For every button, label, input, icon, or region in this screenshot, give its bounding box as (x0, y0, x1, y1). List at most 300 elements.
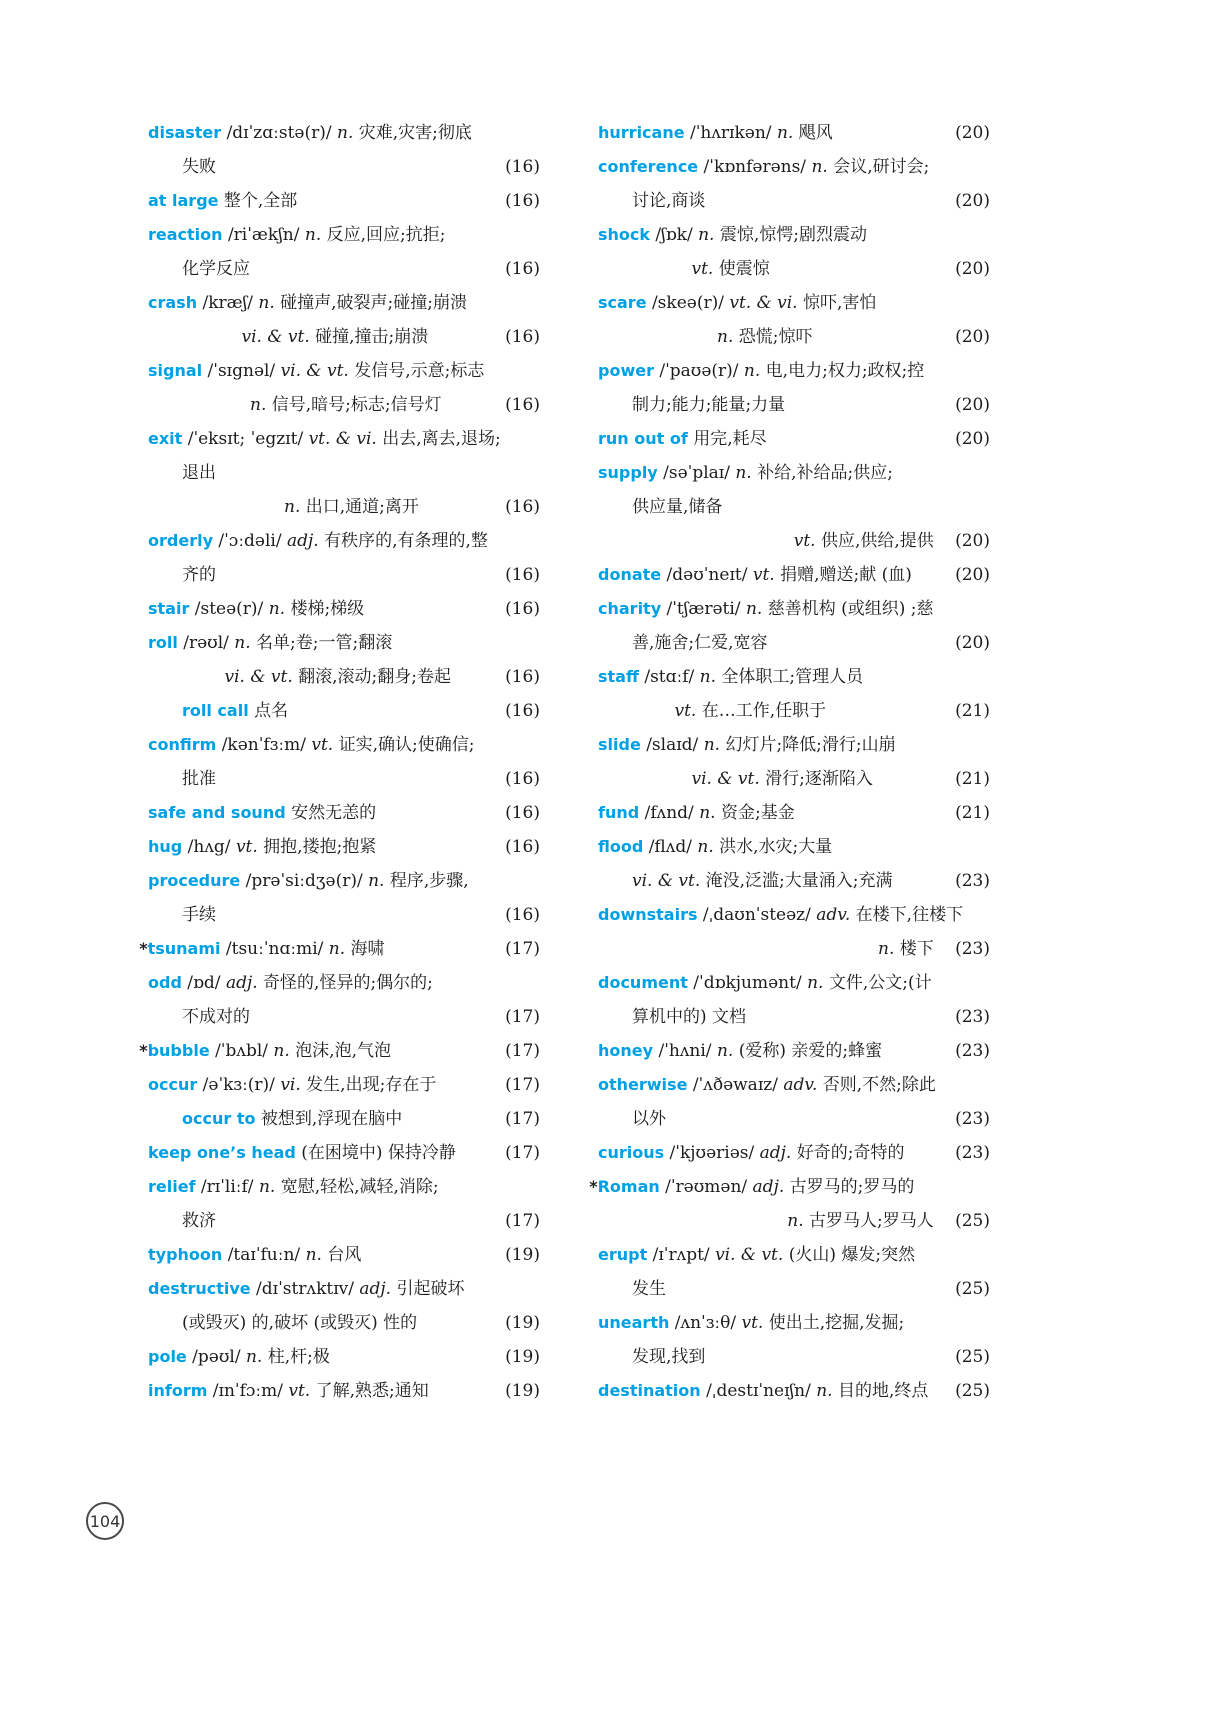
unit-page-ref: (17) (505, 1143, 540, 1163)
entry-line (148, 456, 540, 490)
entry-line-text (148, 830, 376, 864)
entry-line-text (139, 1034, 391, 1068)
entry-word: staff (598, 667, 639, 686)
part-of-speech: n. (716, 1041, 734, 1061)
glossary-entry (148, 286, 540, 354)
entry-text: 退出 (182, 463, 216, 483)
entry-word: destination (598, 1381, 701, 1400)
entry-line-text (182, 558, 216, 592)
entry-line (598, 966, 990, 1000)
entry-line-text (632, 184, 705, 218)
unit-page-ref: (16) (505, 837, 540, 857)
entry-line-text (182, 898, 216, 932)
entry-text: /ˈpaʊə(r)/ (653, 361, 744, 381)
glossary-entry (598, 456, 990, 558)
unit-page-ref: (20) (955, 565, 990, 585)
glossary-column-left (139, 116, 540, 1408)
entry-line (598, 354, 990, 388)
entry-text: 发信号,示意;标志 (348, 361, 485, 381)
unit-page-ref: (25) (955, 1211, 990, 1231)
unit-page-ref: (16) (505, 667, 540, 687)
glossary-entry (598, 660, 990, 728)
entry-text: /ˈʌðəwaɪz/ (687, 1075, 784, 1095)
entry-line-text (182, 762, 216, 796)
glossary-entry (598, 1374, 990, 1408)
part-of-speech: vt. & vi. (308, 429, 377, 449)
entry-text: 资金;基金 (715, 803, 795, 823)
entry-line (598, 456, 990, 490)
part-of-speech: adj. (752, 1177, 785, 1197)
entry-text: /kræʃ/ (197, 293, 259, 313)
entry-word: destructive (148, 1279, 251, 1298)
part-of-speech: vt. (235, 837, 258, 857)
part-of-speech: n. (743, 361, 761, 381)
entry-line (589, 1170, 990, 1204)
part-of-speech: n. (699, 803, 716, 823)
unit-page-ref: (21) (955, 803, 990, 823)
entry-line (598, 1000, 990, 1034)
glossary-entry (598, 218, 990, 286)
part-of-speech: vt. (741, 1313, 764, 1333)
part-of-speech: n. (717, 327, 734, 347)
entry-line-text (598, 966, 932, 1000)
glossary-entry (148, 1136, 540, 1170)
part-of-speech: vi. & vt. (280, 361, 349, 381)
entry-line (598, 1272, 990, 1306)
unit-page-ref: (20) (955, 191, 990, 211)
part-of-speech: n. (304, 225, 322, 245)
entry-text: 惊吓,害怕 (797, 293, 877, 313)
entry-line (148, 490, 540, 524)
entry-text: 出去,离去,退场; (376, 429, 501, 449)
entry-line-text (598, 1034, 882, 1068)
part-of-speech: adv. (783, 1075, 818, 1095)
entry-text: 碰撞,撞击;崩溃 (309, 327, 429, 347)
entry-text: 楼下 (894, 939, 934, 959)
entry-line (148, 388, 540, 422)
part-of-speech: n. (273, 1041, 290, 1061)
entry-word: bubble (147, 1041, 210, 1060)
entry-text: /prəˈsiːdʒə(r)/ (240, 871, 369, 891)
entry-text: /ˈrəʊmən/ (659, 1177, 753, 1197)
entry-text: 证实,确认;使确信; (333, 735, 475, 755)
unit-page-ref: (20) (955, 429, 990, 449)
entry-line-text (148, 1238, 361, 1272)
entry-word: roll (148, 633, 178, 652)
part-of-speech: adj. (759, 1143, 792, 1163)
entry-line-text (148, 218, 446, 252)
entry-line-text (632, 388, 785, 422)
entry-text: 淹没,泛滥;大量涌入;充满 (700, 871, 893, 891)
part-of-speech: vi. (280, 1075, 301, 1095)
entry-line (598, 422, 990, 456)
page-number: 104 (89, 1511, 121, 1531)
unit-page-ref: (16) (505, 157, 540, 177)
entry-word: tsunami (147, 939, 221, 958)
star-marker: * (589, 1177, 598, 1196)
entry-text: /dɪˈstrʌktɪv/ (250, 1279, 360, 1299)
entry-line-text (148, 728, 474, 762)
entry-line-text (148, 1272, 464, 1306)
glossary-entry (148, 1170, 540, 1238)
entry-word: donate (598, 565, 662, 584)
entry-line (598, 830, 990, 864)
entry-text: /slaɪd/ (640, 735, 704, 755)
part-of-speech: vi. & vt. (224, 667, 293, 687)
entry-line-text (632, 490, 722, 524)
part-of-speech: vi. & vt. (632, 871, 701, 891)
part-of-speech: n. (878, 939, 895, 959)
unit-page-ref: (17) (505, 939, 540, 959)
entry-word: flood (598, 837, 644, 856)
part-of-speech: vt. & vi. (729, 293, 798, 313)
entry-word: Roman (597, 1177, 660, 1196)
entry-word: typhoon (148, 1245, 223, 1264)
entry-line (598, 1238, 990, 1272)
entry-line-text (182, 1000, 250, 1034)
entry-text: 在楼下,往楼下 (850, 905, 964, 925)
entry-word: stair (148, 599, 190, 618)
unit-page-ref: (17) (505, 1075, 540, 1095)
unit-page-ref: (16) (505, 497, 540, 517)
glossary-entry (598, 830, 990, 898)
entry-text: /rɪˈliːf/ (195, 1177, 259, 1197)
glossary-entry (148, 796, 540, 830)
glossary-entry (148, 116, 540, 184)
entry-text: /ˈhʌni/ (653, 1041, 717, 1061)
entry-text: /ˈdɒkjumənt/ (687, 973, 808, 993)
part-of-speech: n. (703, 735, 721, 755)
entry-text: /steə(r)/ (189, 599, 269, 619)
part-of-speech: n. (776, 123, 794, 143)
entry-text: 使出土,挖掘,发掘; (763, 1313, 905, 1333)
entry-text: 飓风 (793, 123, 833, 143)
entry-line-text (148, 184, 297, 218)
entry-text: /flʌd/ (643, 837, 698, 857)
entry-line (598, 592, 990, 626)
entry-text: /hʌg/ (182, 837, 236, 857)
entry-text: 化学反应 (182, 259, 250, 279)
entry-line (148, 1340, 540, 1374)
entry-line-text (632, 864, 893, 898)
part-of-speech: n. (735, 463, 752, 483)
entry-line-text (632, 1000, 746, 1034)
entry-word: charity (598, 599, 662, 618)
entry-line-text (598, 1238, 915, 1272)
entry-line (598, 150, 990, 184)
entry-text: 奇怪的,怪异的;偶尔的; (257, 973, 433, 993)
entry-line (148, 898, 540, 932)
entry-word: conference (598, 157, 699, 176)
glossary-entry (598, 286, 990, 354)
entry-text: 信号,暗号;标志;信号灯 (266, 395, 442, 415)
entry-word: unearth (598, 1313, 670, 1332)
glossary-entry (598, 898, 990, 966)
entry-line (598, 558, 990, 592)
entry-text: 慈善机构 (或组织) ;慈 (762, 599, 934, 619)
entry-line-text (182, 1102, 402, 1136)
entry-text: 补给,补给品;供应; (751, 463, 893, 483)
entry-line (148, 762, 540, 796)
glossary-entry (148, 626, 540, 694)
entry-word: at large (148, 191, 219, 210)
entry-line (598, 252, 990, 286)
entry-text: /ɒd/ (181, 973, 226, 993)
entry-line (148, 1102, 540, 1136)
entry-text: /stɑːf/ (638, 667, 700, 687)
entry-line-text (598, 558, 912, 592)
entry-text: /ˈɔːdəli/ (213, 531, 288, 551)
part-of-speech: vt. (752, 565, 775, 585)
entry-text: /ʃɒk/ (650, 225, 699, 245)
glossary-entry (139, 1034, 540, 1068)
entry-line (148, 524, 540, 558)
glossary-entry (148, 1374, 540, 1408)
part-of-speech: n. (250, 395, 267, 415)
entry-line-text (692, 762, 873, 796)
part-of-speech: vt. (288, 1381, 311, 1401)
entry-line-text (598, 422, 767, 456)
part-of-speech: n. (328, 939, 346, 959)
entry-word: safe and sound (148, 803, 286, 822)
entry-line-text (598, 660, 863, 694)
glossary-entry (598, 1306, 990, 1374)
entry-line (148, 728, 540, 762)
entry-word: fund (598, 803, 640, 822)
unit-page-ref: (17) (505, 1007, 540, 1027)
star-marker: * (139, 939, 148, 958)
glossary-entry (598, 1068, 990, 1136)
unit-page-ref: (16) (505, 803, 540, 823)
glossary-entry (148, 422, 540, 524)
entry-line (598, 1034, 990, 1068)
entry-text: 了解,熟悉;通知 (310, 1381, 429, 1401)
entry-line (148, 150, 540, 184)
entry-line-text (182, 1204, 216, 1238)
entry-text: 发生,出现;存在于 (300, 1075, 437, 1095)
entry-line-text (598, 592, 934, 626)
part-of-speech: n. (787, 1211, 804, 1231)
entry-line (598, 932, 990, 966)
entry-line (148, 694, 540, 728)
glossary-entry (598, 354, 990, 422)
entry-line (148, 116, 540, 150)
entry-line-text (182, 456, 216, 490)
entry-line-text (148, 1340, 330, 1374)
entry-line (598, 626, 990, 660)
unit-page-ref: (23) (955, 939, 990, 959)
entry-text: /əˈkɜː(r)/ (197, 1075, 281, 1095)
entry-text: /dɪˈzɑːstə(r)/ (221, 123, 338, 143)
entry-line (598, 320, 990, 354)
unit-page-ref: (19) (505, 1313, 540, 1333)
entry-text: 震惊,惊愕;剧烈震动 (714, 225, 867, 245)
entry-line (148, 252, 540, 286)
entry-text: 洪水,水灾;大量 (713, 837, 833, 857)
entry-text: 捐赠,赠送;献 (血) (774, 565, 912, 585)
entry-text: 电,电力;权力;政权;控 (760, 361, 925, 381)
part-of-speech: n. (234, 633, 251, 653)
unit-page-ref: (16) (505, 565, 540, 585)
glossary-entry (148, 1238, 540, 1272)
entry-text: /ˈhʌrɪkən/ (684, 123, 777, 143)
part-of-speech: n. (698, 225, 715, 245)
glossary-column-right (589, 116, 990, 1408)
glossary-entry (598, 116, 990, 150)
entry-line-text (284, 490, 419, 524)
entry-line-text (675, 694, 827, 728)
unit-page-ref: (17) (505, 1211, 540, 1231)
glossary-entry (139, 932, 540, 966)
entry-text: 发现,找到 (632, 1347, 706, 1367)
entry-line (598, 1374, 990, 1408)
glossary-content (139, 116, 990, 1408)
entry-line-text (139, 932, 385, 966)
entry-line-text (148, 592, 364, 626)
unit-page-ref: (16) (505, 259, 540, 279)
entry-line-text (598, 218, 867, 252)
glossary-entry (148, 694, 540, 728)
entry-word: roll call (182, 701, 249, 720)
entry-word: power (598, 361, 654, 380)
part-of-speech: adj. (225, 973, 258, 993)
unit-page-ref: (16) (505, 769, 540, 789)
entry-line (148, 966, 540, 1000)
entry-word: supply (598, 463, 658, 482)
entry-text: /skeə(r)/ (646, 293, 730, 313)
entry-line-text (598, 286, 876, 320)
unit-page-ref: (20) (955, 327, 990, 347)
glossary-entry (148, 966, 540, 1034)
glossary-entry (148, 1102, 540, 1136)
glossary-entry (598, 558, 990, 592)
entry-text: /tsuːˈnɑːmi/ (220, 939, 329, 959)
entry-text: /ˈsɪgnəl/ (202, 361, 281, 381)
part-of-speech: vt. (793, 531, 816, 551)
entry-text: 救济 (182, 1211, 216, 1231)
entry-line-text (598, 1374, 928, 1408)
entry-text: 会议,研讨会; (827, 157, 930, 177)
unit-page-ref: (16) (505, 905, 540, 925)
entry-word: reaction (148, 225, 223, 244)
entry-line-text (250, 388, 442, 422)
part-of-speech: n. (816, 1381, 833, 1401)
entry-line (139, 932, 540, 966)
unit-page-ref: (23) (955, 871, 990, 891)
entry-text: 翻滚,滚动;翻身;卷起 (292, 667, 451, 687)
entry-line (148, 1306, 540, 1340)
entry-line-text (225, 660, 452, 694)
entry-word: scare (598, 293, 647, 312)
entry-line-text (148, 116, 472, 150)
glossary-entry (598, 150, 990, 218)
entry-line-text (242, 320, 429, 354)
entry-text: 在…工作,任职于 (696, 701, 827, 721)
entry-text: /pəʊl/ (186, 1347, 246, 1367)
entry-line-text (598, 150, 929, 184)
unit-page-ref: (19) (505, 1347, 540, 1367)
entry-text: 被想到,浮现在脑中 (255, 1109, 403, 1129)
entry-line-text (182, 150, 216, 184)
entry-line-text (182, 252, 250, 286)
entry-word: erupt (598, 1245, 648, 1264)
entry-line-text (589, 1170, 915, 1204)
entry-line (598, 1306, 990, 1340)
entry-text: 使震惊 (713, 259, 770, 279)
entry-text: /ˈeksɪt; ˈegzɪt/ (182, 429, 309, 449)
entry-line-text (148, 1136, 456, 1170)
unit-page-ref: (19) (505, 1381, 540, 1401)
unit-page-ref: (23) (955, 1109, 990, 1129)
entry-line-text (598, 1306, 904, 1340)
entry-text: /ˈkɒnfərəns/ (698, 157, 812, 177)
glossary-entry (148, 728, 540, 796)
entry-line (148, 592, 540, 626)
entry-text: (火山) 爆发;突然 (783, 1245, 916, 1265)
entry-word: occur (148, 1075, 198, 1094)
glossary-entry (148, 830, 540, 864)
entry-line (148, 1068, 540, 1102)
entry-line (598, 524, 990, 558)
unit-page-ref: (19) (505, 1245, 540, 1265)
glossary-entry (598, 592, 990, 660)
entry-line (598, 898, 990, 932)
glossary-entry (598, 728, 990, 796)
glossary-entry (148, 524, 540, 592)
unit-page-ref: (16) (505, 395, 540, 415)
entry-line-text (632, 626, 768, 660)
entry-line-text (148, 864, 469, 898)
entry-text: 泡沫,泡,气泡 (289, 1041, 391, 1061)
entry-line (598, 218, 990, 252)
entry-line (148, 558, 540, 592)
part-of-speech: n. (811, 157, 828, 177)
part-of-speech: vi. & vt. (715, 1245, 784, 1265)
unit-page-ref: (20) (955, 123, 990, 143)
part-of-speech: n. (258, 1177, 276, 1197)
entry-text: 碰撞声,破裂声;碰撞;崩溃 (274, 293, 468, 313)
glossary-entry (148, 354, 540, 422)
entry-text: 供应量,储备 (632, 497, 723, 517)
entry-text: /ɪnˈfɔːm/ (207, 1381, 289, 1401)
part-of-speech: adv. (816, 905, 851, 925)
page-number-badge (86, 1502, 124, 1540)
entry-word: shock (598, 225, 651, 244)
unit-page-ref: (16) (505, 191, 540, 211)
entry-line-text (598, 1068, 936, 1102)
entry-line (598, 1136, 990, 1170)
entry-line (148, 864, 540, 898)
entry-line (598, 762, 990, 796)
entry-word: downstairs (598, 905, 698, 924)
entry-text: 整个,全部 (218, 191, 298, 211)
entry-line (598, 286, 990, 320)
entry-word: inform (148, 1381, 208, 1400)
entry-text: 齐的 (182, 565, 216, 585)
part-of-speech: vt. (674, 701, 697, 721)
unit-page-ref: (16) (505, 327, 540, 347)
part-of-speech: vi. & vt. (691, 769, 760, 789)
entry-text: 有秩序的,有条理的,整 (318, 531, 488, 551)
unit-page-ref: (23) (955, 1041, 990, 1061)
entry-text: (在困境中) 保持冷静 (295, 1143, 456, 1163)
entry-line-text (148, 1068, 436, 1102)
entry-word: disaster (148, 123, 222, 142)
entry-line-text (148, 1170, 439, 1204)
entry-text: 恐慌;惊吓 (733, 327, 813, 347)
part-of-speech: n. (368, 871, 385, 891)
entry-text: 批准 (182, 769, 216, 789)
